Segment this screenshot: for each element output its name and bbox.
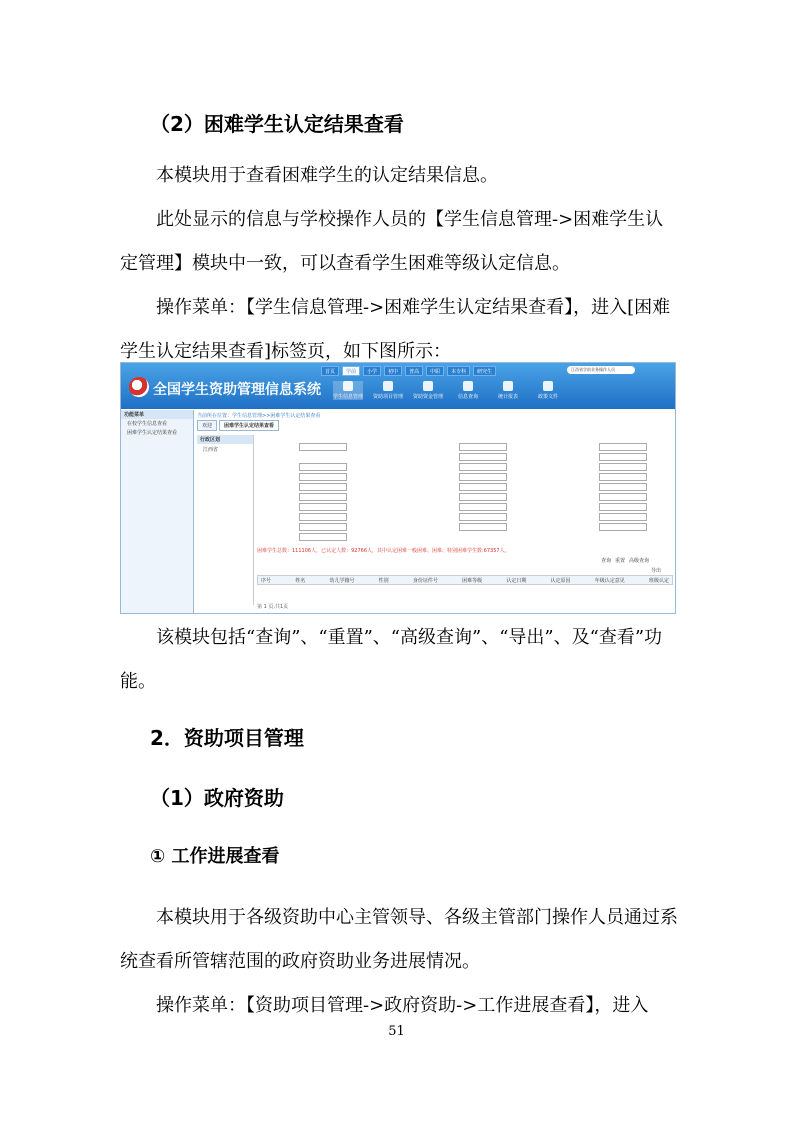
nav-preschool[interactable]: 学前 [342,366,360,376]
tool-project[interactable]: 资助项目管理 [373,381,403,400]
form-field[interactable] [597,503,647,511]
col-header: 认定日期 [506,578,527,584]
region-tree [197,435,254,605]
page-number: 51 [388,1024,405,1039]
breadcrumb: 当前所在位置：学生信息管理>>困难学生认定结果查看 [197,413,321,419]
section-heading: 2．资助项目管理 [150,726,304,750]
paragraph: 该模块包括“查询”、“重置”、“高级查询”、“导出”、及“查看”功能。 [120,627,663,692]
tab-bar [197,420,279,431]
system-title: 全国学生资助管理信息系统 [153,382,321,398]
section-heading: （2）困难学生认定结果查看 [150,112,404,136]
col-header: 序号 [261,578,272,584]
form-field[interactable] [597,473,647,481]
form-field[interactable] [297,463,347,471]
form-field[interactable] [597,513,647,521]
tree-title: 行政区划 [197,435,253,444]
banner [121,363,675,409]
tool-query[interactable]: 信息查询 [453,381,483,400]
form-field[interactable] [297,493,347,501]
nav-junior[interactable]: 初中 [384,366,402,376]
menu-item[interactable]: 困难学生认定结果查看 [127,430,178,436]
form-field[interactable] [597,493,647,501]
form-field[interactable] [457,523,507,531]
form-field[interactable] [597,483,647,491]
col-header: 班级认定 [648,578,669,584]
advanced-query-button[interactable]: 高级查询 [629,558,650,564]
summary-notice: 困难学生总数：111106人，已认定人数：92766人，其中认定困难一般困难、困难、特别困难学生数:67357人。 [257,548,510,554]
form-field[interactable] [297,513,347,521]
main-toolbar [333,381,563,400]
form-field[interactable] [297,533,347,541]
export-button[interactable]: 导出 [651,568,662,574]
users-icon [343,381,353,391]
tab-welcome[interactable]: 欢迎 [197,420,217,431]
query-form [257,443,673,543]
form-field[interactable] [457,443,507,451]
form-field[interactable] [297,473,347,481]
form-field[interactable] [457,503,507,511]
form-field[interactable] [597,463,647,471]
form-field[interactable] [297,503,347,511]
form-field[interactable] [297,483,347,491]
form-field[interactable] [297,443,347,451]
section-heading: （1）政府资助 [150,786,284,810]
nav-primary[interactable]: 小学 [363,366,381,376]
form-field[interactable] [457,483,507,491]
document-icon [543,381,553,391]
col-header: 姓名 [295,578,306,584]
query-button[interactable]: 查询 [601,558,612,564]
pager[interactable]: 第 1 页,共1页 [257,604,289,610]
tool-report[interactable]: 统计报表 [493,381,523,400]
col-header: 认定原因 [550,578,571,584]
logo-icon [129,377,149,397]
paragraph: 操作菜单：【资助项目管理->政府资助->工作进展查看】，进入 [156,995,649,1016]
nav-high[interactable]: 普高 [405,366,423,376]
menu-item[interactable]: 在校学生信息查看 [127,421,168,427]
grid-icon [383,381,393,391]
money-icon [423,381,433,391]
result-grid-header [257,575,673,585]
form-field[interactable] [457,493,507,501]
paragraph: 本模块用于各级资助中心主管领导、各级主管部门操作人员通过系统查看所管辖范围的政府资助业务进展情况。 [120,907,678,972]
nav-graduate[interactable]: 研究生 [473,366,496,376]
user-select[interactable]: 江西省学前业务操作人员 [567,366,635,374]
search-icon [463,381,473,391]
form-field[interactable] [457,453,507,461]
subsection-heading: ① 工作进展查看 [150,846,280,867]
tool-policy[interactable]: 政策文件 [533,381,563,400]
form-field[interactable] [457,463,507,471]
reset-button[interactable]: 重置 [615,558,626,564]
paragraph: 此处显示的信息与学校操作人员的【学生信息管理->困难学生认定管理】模块中一致，可以查看学生困难等级认定信息。 [120,209,664,274]
col-header: 幼儿学籍号 [329,578,355,584]
system-screenshot [120,362,676,614]
paragraph: 操作菜单：【学生信息管理->困难学生认定结果查看】，进入[困难学生认定结果查看]标签页，如下图所示： [120,297,671,362]
menu-title: 功能菜单 [121,410,193,419]
top-nav [321,366,496,376]
col-header: 身份证件号 [412,578,438,584]
nav-undergrad[interactable]: 本专科 [447,366,470,376]
tab-result-view[interactable]: 困难学生认定结果查看 [219,420,279,431]
tree-node[interactable]: 江西省 [203,447,219,453]
paragraph: 本模块用于查看困难学生的认定结果信息。 [156,165,498,186]
form-field[interactable] [457,513,507,521]
function-menu [121,410,194,613]
form-field[interactable] [597,523,647,531]
query-buttons [601,557,649,564]
nav-vocational[interactable]: 中职 [426,366,444,376]
form-field[interactable] [597,453,647,461]
form-field[interactable] [597,443,647,451]
form-field[interactable] [457,473,507,481]
tool-student-info[interactable]: 学生信息管理 [333,381,363,400]
col-header: 性别 [378,578,389,584]
pie-chart-icon [503,381,513,391]
form-field[interactable] [297,523,347,531]
col-header: 困难等级 [462,578,483,584]
col-header: 年级认定意见 [594,578,625,584]
tool-funds[interactable]: 资助资金管理 [413,381,443,400]
nav-home[interactable]: 首页 [321,366,339,376]
